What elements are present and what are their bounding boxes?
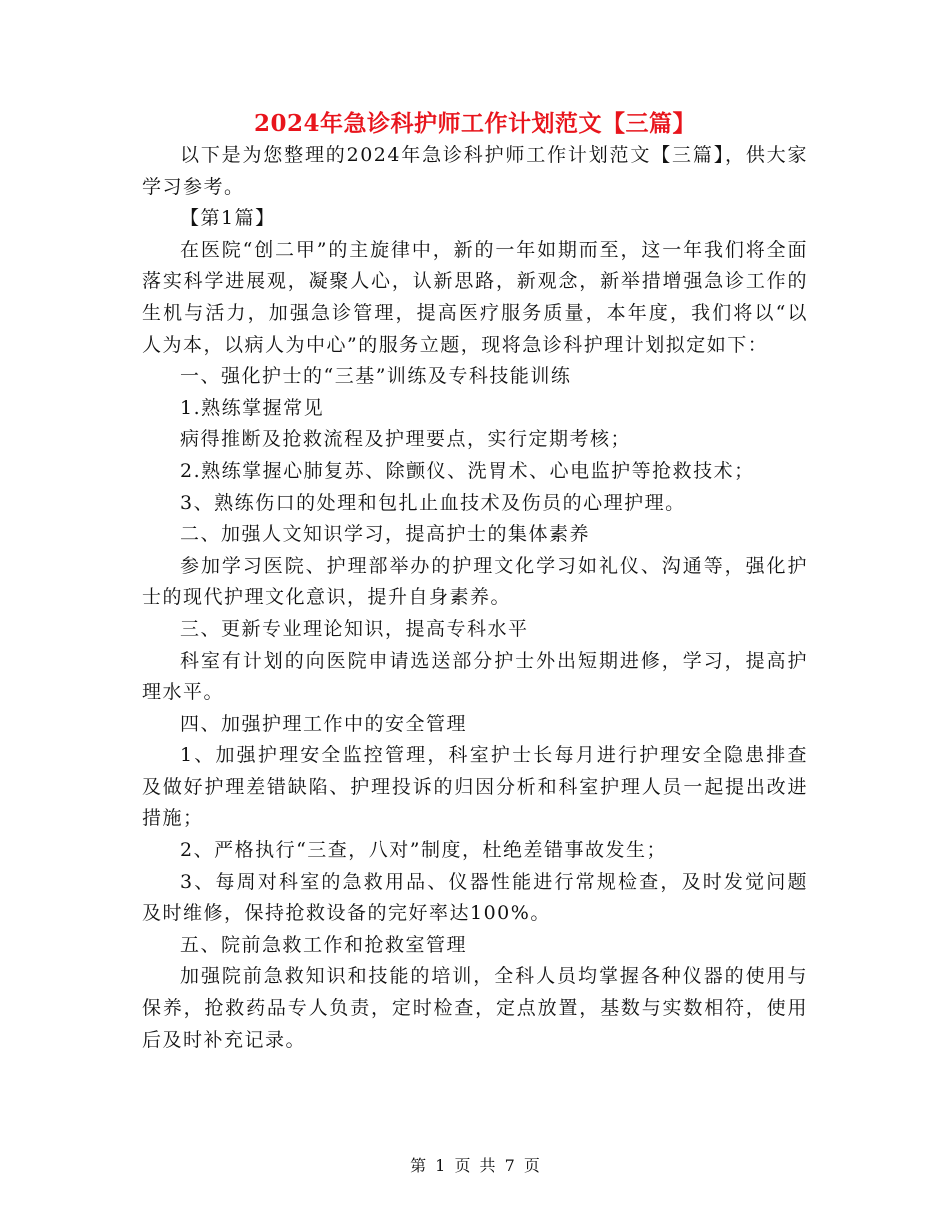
section-heading: 二、加强人文知识学习，提高护士的集体素养 (180, 523, 591, 546)
document-body (142, 140, 808, 1056)
section-heading: 三、更新专业理论知识，提高专科水平 (180, 617, 529, 640)
section-heading: 一、强化护士的“三基”训练及专科技能训练 (180, 365, 572, 388)
paragraph: 3、每周对科室的急救用品、仪器性能进行常规检查，及时发觉问题及时维修，保持抢救设备的完好率达100%。 (142, 870, 808, 925)
section-heading: 五、院前急救工作和抢救室管理 (180, 933, 468, 956)
paragraph: 1.熟练掌握常见 (180, 396, 325, 419)
paragraph: 1、加强护理安全监控管理，科室护士长每月进行护理安全隐患排查及做好护理差错缺陷、护理投诉的归因分析和科室护理人员一起提出改进措施； (142, 744, 808, 830)
paragraph: 2.熟练掌握心肺复苏、除颤仪、洗胃术、心电监护等抢救技术； (180, 459, 755, 482)
paragraph: 在医院“创二甲”的主旋律中，新的一年如期而至，这一年我们将全面落实科学进展观，凝聚人心，认新思路，新观念，新举措增强急诊工作的生机与活力，加强急诊管理，提高医疗服务质量，本年度，我们将以“以人为本，以病人为中心”的服务立题，现将急诊科护理计划拟定如下： (142, 238, 808, 356)
paragraph: 3、熟练伤口的处理和包扎止血技术及伤员的心理护理。 (180, 491, 686, 514)
page-footer: 第 1 页 共 7 页 (410, 1156, 540, 1175)
paragraph: 病得推断及抢救流程及护理要点，实行定期考核； (180, 428, 632, 451)
section-heading: 四、加强护理工作中的安全管理 (180, 712, 468, 735)
paragraph: 参加学习医院、护理部举办的护理文化学习如礼仪、沟通等，强化护士的现代护理文化意识，提升自身素养。 (142, 554, 808, 609)
paragraph: 加强院前急救知识和技能的培训，全科人员均掌握各种仪器的使用与保养，抢救药品专人负责，定时检查，定点放置，基数与实数相符，使用后及时补充记录。 (142, 965, 808, 1051)
paragraph-intro: 以下是为您整理的2024年急诊科护师工作计划范文【三篇】，供大家学习参考。 (142, 144, 808, 198)
document-title: 2024年急诊科护师工作计划范文【三篇】 (253, 110, 696, 137)
paragraph: 科室有计划的向医院申请选送部分护士外出短期进修，学习，提高护理水平。 (142, 649, 808, 704)
paragraph: 2、严格执行“三查，八对”制度，杜绝差错事故发生； (180, 839, 668, 862)
paragraph-part-label: 【第1篇】 (180, 207, 276, 230)
